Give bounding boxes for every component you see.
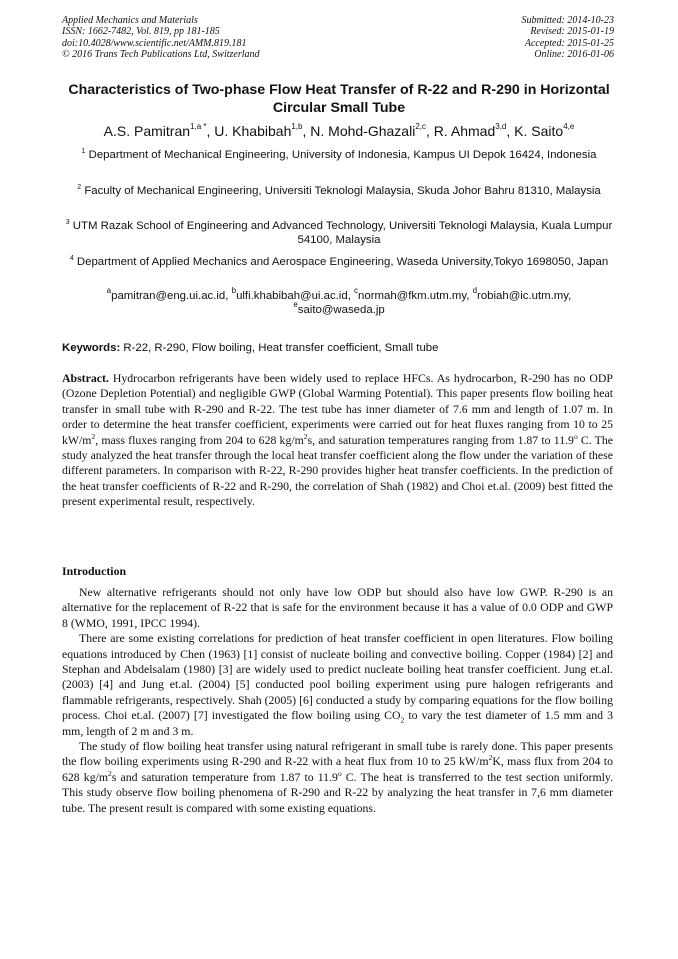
email-mark: a [106, 286, 112, 296]
superscript: o [573, 431, 578, 441]
author-list [30, 122, 648, 140]
author-separator: , [302, 123, 311, 139]
journal-doi: doi:10.4028/www.scientific.net/AMM.819.181 [62, 37, 247, 49]
affiliation [62, 255, 616, 269]
affiliation-number: 4 [69, 255, 74, 263]
author-name: U. Khabibah [214, 123, 292, 139]
superscript: 2 [488, 753, 493, 763]
paragraph [62, 739, 613, 816]
abstract-text [62, 371, 613, 508]
email-link[interactable]: ulfi.khabibah@ui.ac.id [236, 290, 348, 302]
text-run: New alternative refrigerants should not only have low ODP but should also have low GWP. R-290 is an alternative for the replacement of R-22 that is safe for the environment because it has a value of 0.0 ODP and GWP 8 (WMO, 1991, IPCC 1994). [62, 585, 613, 630]
text-run: s and saturation temperature from 1.87 to 11.9 [111, 769, 338, 784]
author-separator: , [425, 123, 434, 139]
superscript: 2 [303, 431, 308, 441]
email-link[interactable]: normah@fkm.utm.my [358, 290, 467, 302]
text-run: The study of flow boiling heat transfer using natural refrigerant in small tube is rarely done. This paper presents the flow boiling experiments using R-290 and R-22 with a heat flux from 10 to 25 kW/m [62, 739, 613, 769]
email-link[interactable]: robiah@ic.utm.my [477, 290, 569, 302]
author-name: N. Mohd-Ghazali [310, 123, 416, 139]
email-mark: b [231, 286, 237, 296]
email-mark: e [293, 300, 298, 310]
affiliation-text: Department of Mechanical Engineering, University of Indonesia, Kampus UI Depok 16424, Indonesia [88, 149, 597, 161]
text-run: C. The heat is transferred to the test section uniformly. This study observe flow boiling phenomena of R-290 and R-22 by analyzing the heat transfer in 7,6 mm diameter tube. The present result is compared with some existing equations. [62, 769, 613, 815]
affiliation [62, 148, 616, 162]
date-online: Online: 2016-01-06 [534, 48, 614, 60]
affiliation [62, 184, 616, 198]
affiliation-number: 1 [81, 148, 86, 156]
journal-issn: ISSN: 1662-7482, Vol. 819, pp 181-185 [62, 26, 220, 38]
superscript: o [337, 768, 342, 778]
paper-title: Characteristics of Two-phase Flow Heat Transfer of R-22 and R-290 in Horizontal Circular Small Tube [68, 82, 610, 116]
affiliation-number: 2 [77, 184, 82, 192]
author-separator: , [206, 123, 215, 139]
superscript: 2 [91, 431, 96, 441]
date-submitted: Submitted: 2014-10-23 [521, 15, 614, 26]
author-separator: , [506, 123, 515, 139]
journal-copyright: © 2016 Trans Tech Publications Ltd, Switzerland [62, 48, 260, 60]
author-name: R. Ahmad [433, 123, 496, 139]
affiliation-text: Faculty of Mechanical Engineering, Universiti Teknologi Malaysia, Skuda Johor Bahru 81310, Malaysia [84, 185, 601, 197]
text-run: C. The study analyzed the heat transfer through the local heat transfer coefficient along the flow under the variation of these different parameters. In comparison with R-22, R-290 provides higher heat transfer coefficients. In the prediction of the heat transfer coefficients of R-22 and R-290, the correlation of Shah (1982) and Choi et.al. (2009) best fitted the present experimental result, respectively. [62, 432, 613, 509]
author-name: K. Saito [514, 123, 564, 139]
text-run: s, and saturation temperatures ranging from 1.87 to 11.9 [307, 432, 574, 447]
publication-dates [522, 15, 615, 60]
affiliation-text: UTM Razak School of Engineering and Advanced Technology, Universiti Teknologi Malaysia, Kuala Lumpur 54100, Malaysia [72, 220, 613, 246]
date-accepted: Accepted: 2015-01-25 [524, 37, 614, 49]
keywords-label: Keywords: [62, 342, 121, 354]
text-run: to vary the test diameter of 1.5 mm and 3 mm, length of 2 m and 3 m. [62, 708, 614, 738]
paragraph [62, 585, 613, 631]
email-link[interactable]: saito@waseda.jp [297, 304, 385, 316]
subscript: 2 [400, 715, 405, 725]
keywords [62, 341, 616, 355]
keywords-text: R-22, R-290, Flow boiling, Heat transfer coefficient, Small tube [120, 342, 439, 354]
section-heading: Introduction [62, 564, 127, 578]
author-affiliation-mark: 1,b [291, 122, 303, 132]
text-run: , mass fluxes ranging from 204 to 628 kg/m [95, 432, 304, 447]
paragraph [62, 631, 613, 739]
affiliation-number: 3 [65, 219, 70, 227]
text-run: There are some existing correlations for prediction of heat transfer coefficient in open literatures. Flow boiling equations introduced by Chen (1963) [1] consist of nucleate boiling and convective boiling. Copper (1984) [2] and Stephan and Abdelsalam (1980) [3] are widely used to predict nucleate boiling heat transfer coefficient. Jung et.al. (2003) [4] and Jung et.al. (2004) [5] conducted pool boiling experiment using pure halogen refrigerants and flammable refrigerants, respectively. Shah (2005) [6] conducted a study by comparing equations for the flow boiling process. Choi et.al. (2007) [7] investigated the flow boiling using CO [62, 631, 613, 723]
affiliation-text: Department of Applied Mechanics and Aerospace Engineering, Waseda University,Tokyo 1698050, Japan [76, 256, 609, 268]
abstract [62, 371, 613, 510]
author-affiliation-mark: 3,d [495, 122, 507, 132]
introduction-body [62, 585, 613, 816]
author-affiliation-mark: 4,e [563, 122, 575, 132]
email-mark: c [354, 286, 359, 296]
email-link[interactable]: pamitran@eng.ui.ac.id [111, 290, 226, 302]
author-affiliation-mark: 2,c [415, 122, 426, 132]
journal-name: Applied Mechanics and Materials [62, 15, 198, 26]
superscript: 2 [108, 768, 112, 778]
text-run: K, mass flux from 204 to 628 kg/m [62, 754, 613, 784]
author-name: A.S. Pamitran [103, 123, 191, 139]
affiliation [62, 219, 616, 247]
text-run: Hydrocarbon refrigerants have been widely used to replace HFCs. As hydrocarbon, R-290 has no ODP (Ozone Depletion Potential) and negligible GWP (Global Warming Potential). This paper presents flow boiling heat transfer in small tube with R-290 and R-22. The test tube has inner diameter of 7.6 mm and length of 1.07 m. In order to determine the heat transfer coefficient, experiments were carried out for heat fluxes ranging from 10 to 25 kW/m [62, 371, 613, 447]
email-mark: d [472, 286, 478, 296]
author-affiliation-mark: 1,a * [190, 122, 207, 132]
date-revised: Revised: 2015-01-19 [530, 26, 614, 38]
abstract-label: Abstract. [62, 371, 109, 385]
author-emails: $^a$pamitran@eng.ui.ac.id, $^b$ulfi.khabibah@ui.ac.id, $^c$normah@fkm.utm.my, $^d$robiah@ic.utm.my, $^e$saito@waseda.jp [106, 286, 572, 316]
journal-info [62, 15, 260, 60]
